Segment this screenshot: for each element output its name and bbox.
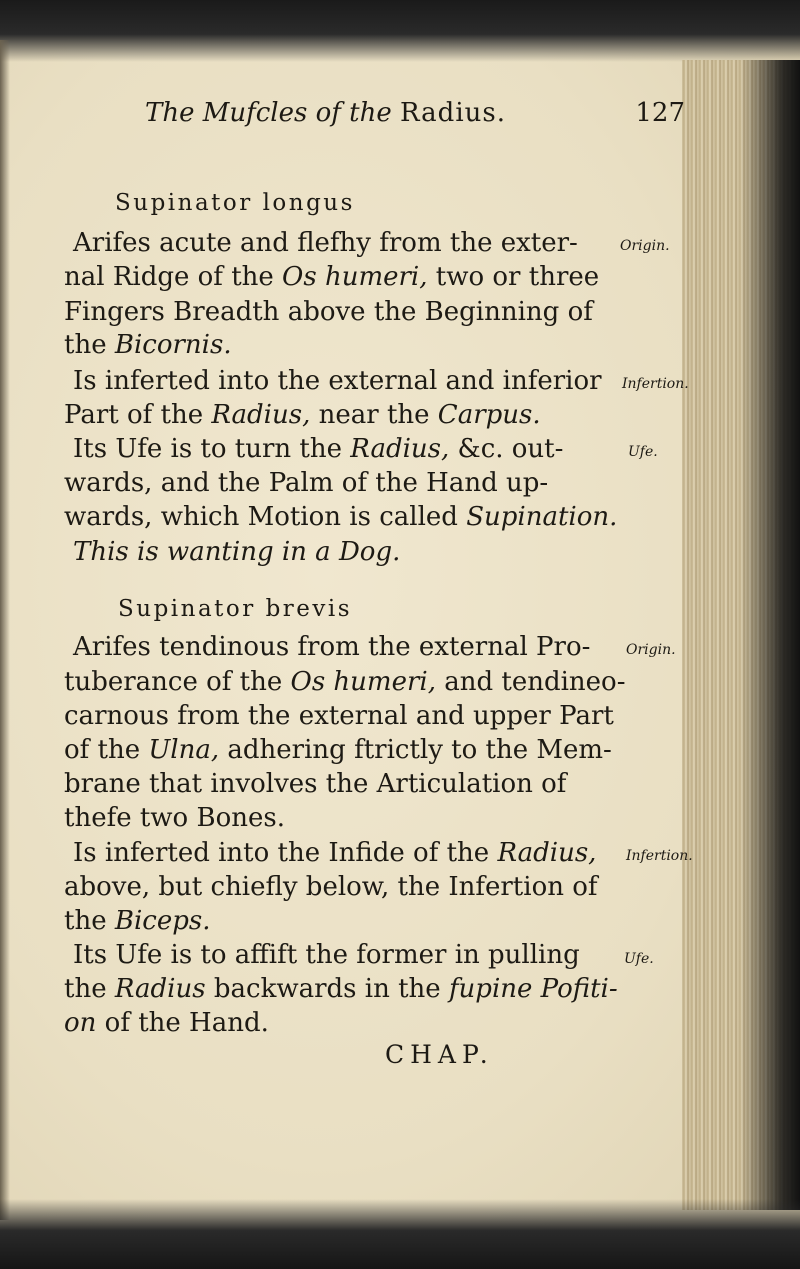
title-radius: Radius. xyxy=(400,98,506,128)
text-line: wards, which Motion is called Supination. xyxy=(64,502,618,532)
text-line: Its Ufe is to turn the Radius, &c. out- xyxy=(73,434,564,464)
margin-note-use: Ufe. xyxy=(624,951,654,967)
running-title xyxy=(145,98,506,128)
text-line: Arifes acute and flefhy from the exter- xyxy=(73,228,578,258)
text-line: the Bicornis. xyxy=(64,330,232,360)
page-number: 127 xyxy=(635,98,685,128)
text-line: Is inferted into the external and inferior xyxy=(73,366,602,396)
running-header xyxy=(145,98,685,138)
text-line: wards, and the Palm of the Hand up- xyxy=(64,468,549,498)
scan-bottom-edge xyxy=(0,1199,800,1269)
margin-note-insertion: Infertion. xyxy=(622,376,689,392)
scan-top-edge xyxy=(0,0,800,62)
title-of-the: of the xyxy=(315,98,392,128)
text-line: the Biceps. xyxy=(64,906,211,936)
margin-note-insertion: Infertion. xyxy=(626,848,693,864)
text-line: Its Ufe is to affift the former in pulling xyxy=(73,940,580,970)
text-line: Is inferted into the Infide of the Radius, xyxy=(73,838,597,868)
text-line: Arifes tendinous from the external Pro- xyxy=(73,632,591,662)
text-line: Fingers Breadth above the Beginning of xyxy=(64,297,593,327)
text-line: brane that involves the Articulation of xyxy=(64,769,567,799)
margin-note-origin: Origin. xyxy=(620,238,670,254)
text-line: This is wanting in a Dog. xyxy=(73,537,401,567)
text-line: the Radius backwards in the fupine Pofiti- xyxy=(64,974,618,1004)
margin-note-use: Ufe. xyxy=(628,444,658,460)
section-heading-supinator-longus: Supinator longus xyxy=(115,190,355,216)
text-line: carnous from the external and upper Part xyxy=(64,701,614,731)
margin-note-origin: Origin. xyxy=(626,642,676,658)
text-line: tuberance of the Os humeri, and tendineo- xyxy=(64,667,626,697)
text-line: of the Ulna, adhering ftrictly to the Mem- xyxy=(64,735,612,765)
text-line: on of the Hand. xyxy=(64,1008,269,1038)
title-muscles: The Mufcles xyxy=(145,98,308,128)
text-line: nal Ridge of the Os humeri, two or three xyxy=(64,262,600,292)
scan-right-shadow xyxy=(740,60,800,1210)
text-line: Part of the Radius, near the Carpus. xyxy=(64,400,541,430)
text-line: thefe two Bones. xyxy=(64,803,285,833)
scan-left-edge xyxy=(0,40,10,1220)
text-line: above, but chiefly below, the Infertion of xyxy=(64,872,598,902)
section-heading-supinator-brevis: Supinator brevis xyxy=(118,596,353,622)
catchword: CHAP. xyxy=(385,1040,494,1069)
